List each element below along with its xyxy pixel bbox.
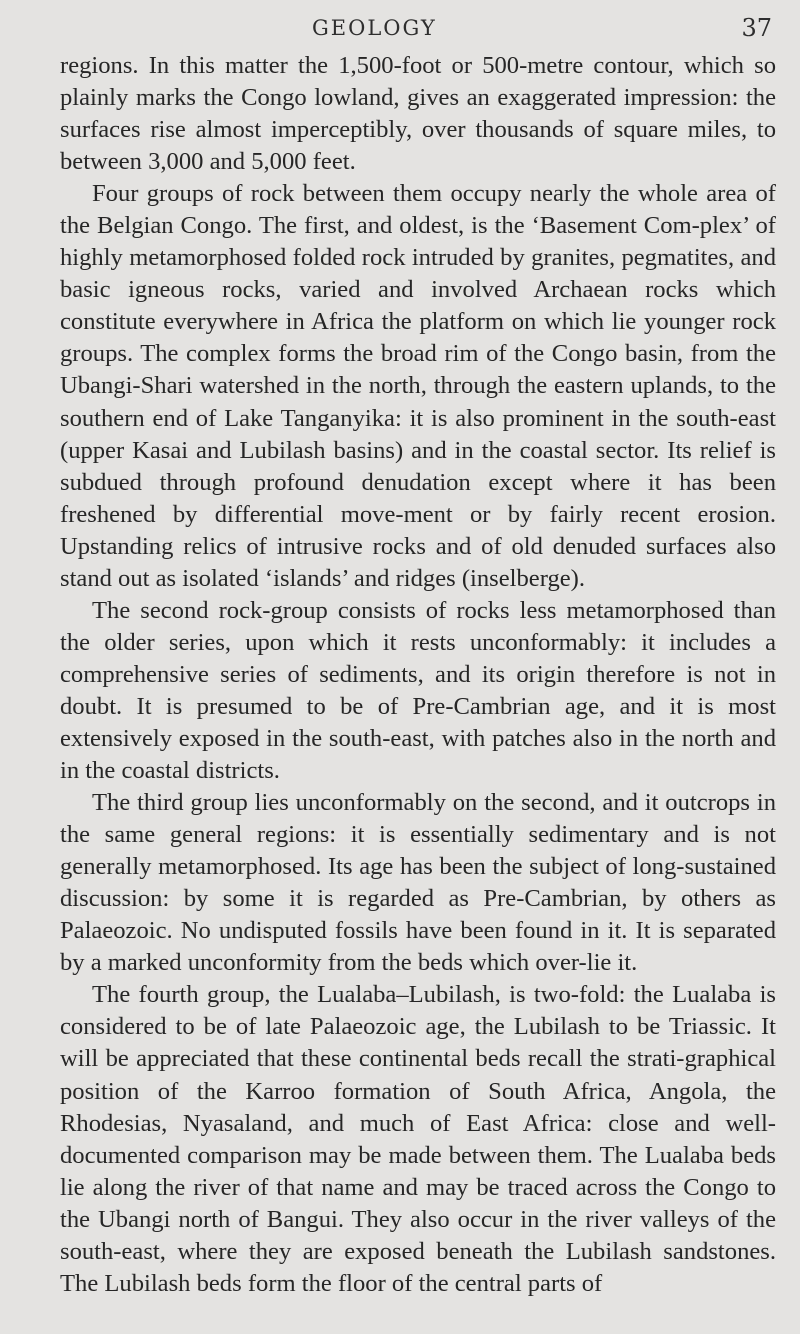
page-number: 37 [741, 14, 772, 42]
paragraph-second-group: The second rock-group consists of rocks less metamorphosed than the older series, upon which it rests unconformably: it includes a comprehensive series of sediments, and its origin therefore is not in doubt. It is presumed to be of Pre-Cambrian age, and it is most extensively exposed in the south-east, with patches also in the north and in the coastal districts. [60, 596, 776, 785]
paragraph-continuation: regions. In this matter the 1,500-foot or 500-metre contour, which so plainly marks the Congo lowland, gives an exaggerated impression: the surfaces rise almost imperceptibly, over thousands of square miles, to between 3,000 and 5,000 feet. [60, 52, 776, 176]
paragraph-rock-groups: Four groups of rock between them occupy nearly the whole area of the Belgian Congo. The first, and oldest, is the ‘Basement Com-plex’ of highly metamorphosed folded rock intruded by granites, pegmatites, and basic igneous rocks, varied and involved Archaean rocks which constitute everywhere in Africa the platform on which lie younger rock groups. The complex forms the broad rim of the Congo basin, from the Ubangi-Shari watershed in the north, through the eastern uplands, to the southern end of Lake Tanganyika: it is also prominent in the south-east (upper Kasai and Lubilash basins) and in the coastal sector. Its relief is subdued through profound denudation except where it has been freshened by differential move-ment or by fairly recent erosion. Upstanding relics of intrusive rocks and of old denuded surfaces also stand out as isolated ‘islands’ and ridges (inselberge). [60, 180, 776, 592]
paragraph-fourth-group: The fourth group, the Lualaba–Lubilash, is two-fold: the Lualaba is considered to be of late Palaeozoic age, the Lubilash to be Triassic. It will be appreciated that these continental beds recall the strati-graphical position of the Karroo formation of South Africa, Angola, the Rhodesias, Nyasaland, and much of East Africa: close and well-documented comparison may be made between them. The Lualaba beds lie along the river of that name and may be traced across the Congo to the Ubangi north of Bangui. They also occur in the river valleys of the south-east, where they are exposed beneath the Lubilash sandstones. The Lubilash beds form the floor of the central parts of [60, 981, 776, 1297]
page-header [60, 14, 776, 50]
body-text [60, 50, 776, 1300]
paragraph-third-group: The third group lies unconformably on the second, and it outcrops in the same general regions: it is essentially sedimentary and is not generally metamorphosed. Its age has been the subject of long-sustained discussion: by some it is regarded as Pre-Cambrian, by others as Palaeozoic. No undisputed fossils have been found in it. It is separated by a marked unconformity from the beds which over-lie it. [60, 789, 776, 977]
running-head: GEOLOGY [312, 16, 437, 40]
